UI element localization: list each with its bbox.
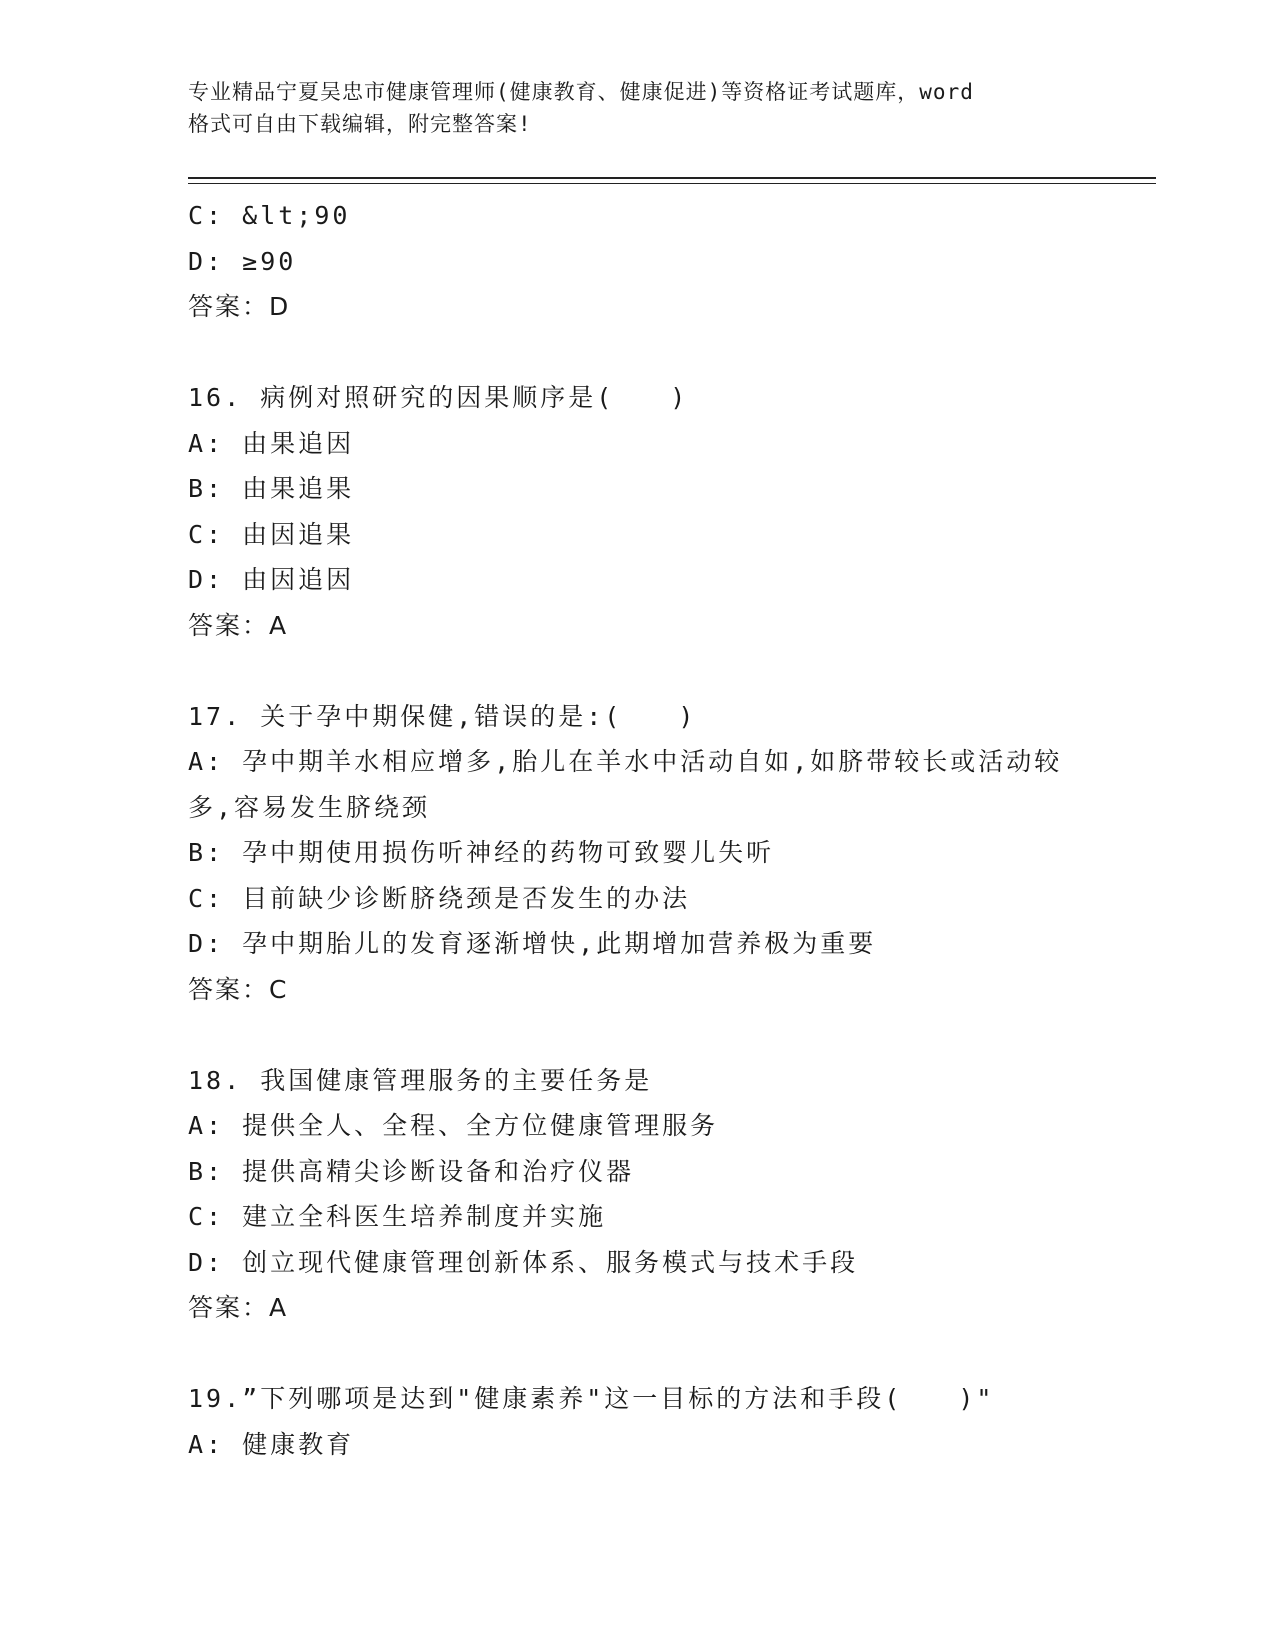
q16-option-b: B: 由果追果 (188, 474, 355, 503)
q19-option-a: A: 健康教育 (188, 1429, 355, 1459)
q17-option-c: C: 目前缺少诊断脐绕颈是否发生的办法 (188, 883, 691, 913)
q16-option-d: D: 由因追因 (188, 565, 355, 594)
q17-option-b: B: 孕中期使用损伤听神经的药物可致婴儿失听 (188, 838, 775, 867)
header-divider-thin (188, 183, 1156, 184)
q15-option-c: C: &lt;90 (188, 201, 351, 230)
q15-answer: 答案：D (188, 292, 291, 321)
q18-stem: 18. 我国健康管理服务的主要任务是 (188, 1065, 653, 1095)
header-divider-thick (188, 177, 1156, 179)
q16-stem: 16. 病例对照研究的因果顺序是( ) (188, 383, 689, 412)
spacer (188, 1331, 1148, 1377)
q17-answer: 答案：C (188, 974, 289, 1004)
q18-option-d: D: 创立现代健康管理创新体系、服务模式与技术手段 (188, 1247, 859, 1277)
question-list (188, 193, 1148, 1467)
q16-option-a: A: 由果追因 (188, 428, 355, 458)
q18-option-a: A: 提供全人、全程、全方位健康管理服务 (188, 1111, 719, 1140)
header-line-2: 格式可自由下载编辑，附完整答案! (188, 112, 532, 136)
q17-option-d: D: 孕中期胎儿的发育逐渐增快,此期增加营养极为重要 (188, 929, 877, 958)
spacer (188, 648, 1148, 694)
spacer (188, 330, 1148, 376)
spacer (188, 1012, 1148, 1058)
document-header (188, 76, 1088, 140)
q17-option-a-line-2: 多,容易发生脐绕颈 (188, 792, 431, 822)
q18-option-b: B: 提供高精尖诊断设备和治疗仪器 (188, 1156, 635, 1186)
q18-option-c: C: 建立全科医生培养制度并实施 (188, 1202, 607, 1231)
q19-stem: 19.”下列哪项是达到"健康素养"这一目标的方法和手段( )" (188, 1384, 995, 1413)
q17-stem: 17. 关于孕中期保健,错误的是:( ) (188, 701, 697, 731)
q18-answer: 答案：A (188, 1293, 289, 1322)
q15-option-d: D: ≥90 (188, 246, 297, 276)
header-line-1: 专业精品宁夏吴忠市健康管理师(健康教育、健康促进)等资格证考试题库，word (188, 80, 974, 104)
q17-option-a-line-1: A: 孕中期羊水相应增多,胎儿在羊水中活动自如,如脐带较长或活动较 (188, 747, 1063, 776)
q16-answer: 答案：A (188, 610, 289, 640)
q16-option-c: C: 由因追果 (188, 519, 355, 549)
